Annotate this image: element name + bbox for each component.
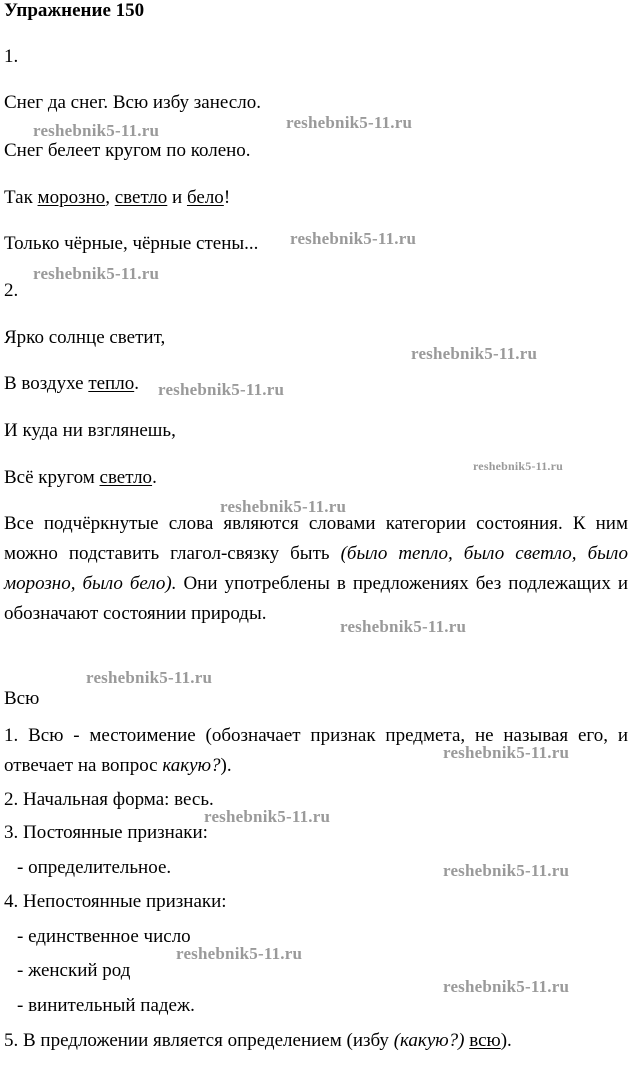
underlined-word: всю — [469, 1030, 501, 1051]
watermark: reshebnik5-11.ru — [33, 264, 160, 283]
watermark: reshebnik5-11.ru — [286, 113, 413, 132]
poem2-line3: И куда ни взглянешь, — [4, 420, 176, 441]
poem1-line3: Так морозно, светло и бело! — [4, 187, 231, 208]
exercise-title: Упражнение 150 — [4, 0, 145, 21]
underlined-word: тепло — [88, 373, 135, 394]
watermark: reshebnik5-11.ru — [443, 743, 570, 762]
watermark: reshebnik5-11.ru — [86, 668, 213, 687]
analysis-item-4: 4. Непостоянные признаки: — [4, 891, 227, 912]
poem1-line1: Снег да снег. Всю избу занесло. — [4, 92, 261, 113]
underlined-word: морозно — [37, 187, 106, 208]
poem2-line4: Всё кругом светло. — [4, 467, 157, 488]
explanation-paragraph: Все подчёркнутые слова являются словами категории состояния. К ним можно подставить глагол-связку быть (было тепло, было светло, было морозно, было бело). Они употреблены в предложениях без подлежащих и обозначают состоянии природы. — [4, 513, 629, 624]
underlined-word: бело — [186, 187, 224, 208]
watermark: reshebnik5-11.ru — [473, 459, 563, 473]
analysis-item-4-2: - женский род — [17, 960, 131, 981]
analysis-item-4-1: - единственное число — [17, 926, 191, 947]
watermark: reshebnik5-11.ru — [443, 861, 570, 880]
analysis-item-3-1: - определительное. — [17, 857, 172, 878]
part2-number: 2. — [4, 280, 19, 301]
watermark: reshebnik5-11.ru — [220, 497, 347, 516]
analysis-item-1: 1. Всю - местоимение (обозначает признак предмета, не называя его, и отвечает на вопрос какую?). — [4, 725, 628, 776]
watermark: reshebnik5-11.ru — [176, 944, 303, 963]
watermark: reshebnik5-11.ru — [204, 807, 331, 826]
part1-number: 1. — [4, 46, 19, 67]
watermark: reshebnik5-11.ru — [33, 121, 160, 140]
poem1-line4: Только чёрные, чёрные стены... — [4, 233, 259, 254]
underlined-word: светло — [114, 187, 168, 208]
analysis-item-3: 3. Постоянные признаки: — [4, 822, 208, 843]
watermark: reshebnik5-11.ru — [443, 977, 570, 996]
analysis-word: Всю — [4, 688, 40, 709]
watermark: reshebnik5-11.ru — [340, 617, 467, 636]
poem2-line2: В воздухе тепло. — [4, 373, 139, 394]
underlined-word: светло — [99, 467, 153, 488]
analysis-item-4-3: - винительный падеж. — [17, 995, 195, 1016]
poem1-line2: Снег белеет кругом по колено. — [4, 140, 251, 161]
watermark: reshebnik5-11.ru — [158, 380, 285, 399]
watermark: reshebnik5-11.ru — [411, 344, 538, 363]
analysis-item-5: 5. В предложении является определением (избу (какую?) всю). — [4, 1030, 512, 1051]
analysis-item-2: 2. Начальная форма: весь. — [4, 789, 214, 810]
poem2-line1: Ярко солнце светит, — [4, 327, 166, 348]
examples-italic: (было тепло, было светло, было морозно, было бело). — [4, 543, 629, 594]
watermark: reshebnik5-11.ru — [290, 229, 417, 248]
